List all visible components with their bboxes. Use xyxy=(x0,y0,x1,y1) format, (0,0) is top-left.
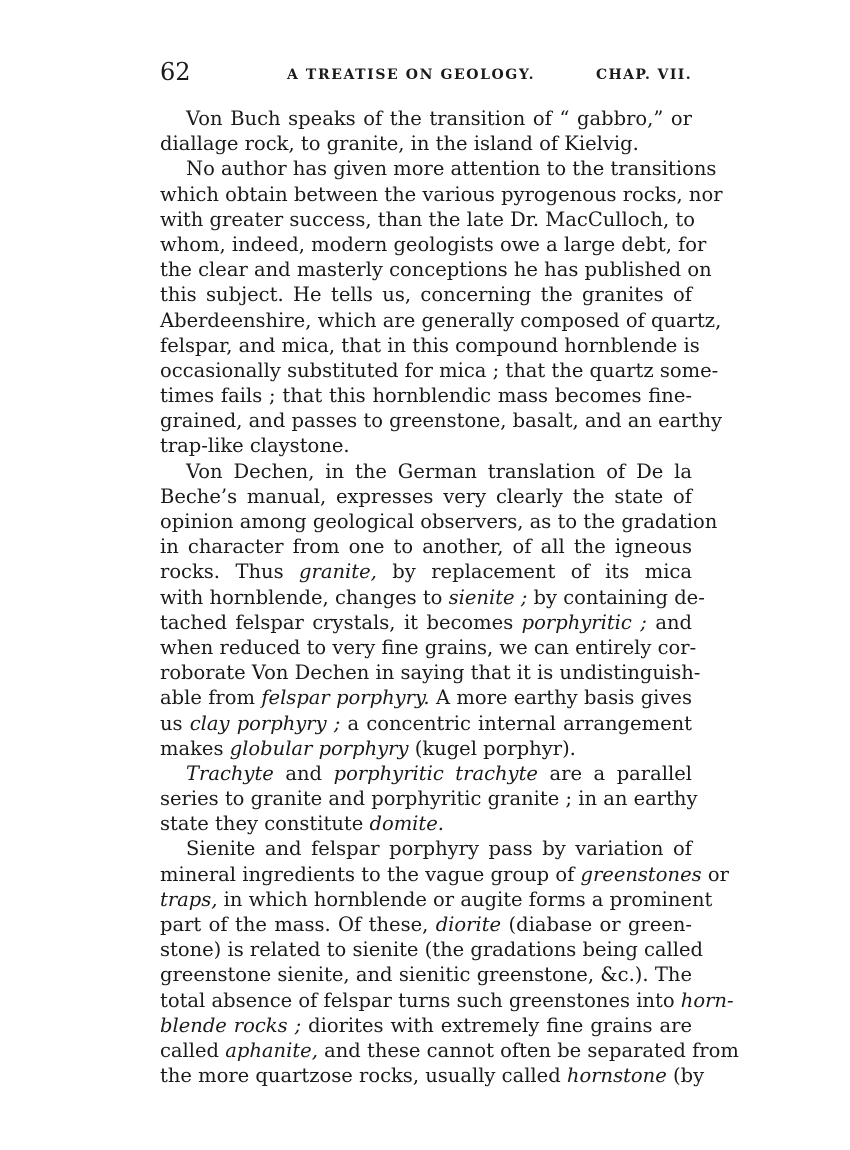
chapter-label: CHAP. VII. xyxy=(595,67,692,83)
body-text xyxy=(160,106,739,1088)
text-line xyxy=(160,736,692,761)
text-line xyxy=(160,534,692,559)
text-line xyxy=(160,509,718,534)
paragraph xyxy=(160,106,692,156)
text-line xyxy=(160,232,707,257)
text-run: by containing de- xyxy=(527,585,705,609)
text-run: able from xyxy=(160,686,262,710)
text-run: total absence of felspar turns such greenstones into xyxy=(160,988,681,1012)
italic-term: porphyritic trachyte xyxy=(333,761,538,785)
text-line xyxy=(160,207,695,232)
text-run: stone) is related to sienite (the gradations being called xyxy=(160,938,704,962)
text-run: opinion among geological observers, as to the gradation xyxy=(160,510,718,533)
text-run: and xyxy=(646,610,692,634)
text-run: the more quartzose rocks, usually called xyxy=(160,1064,567,1088)
text-run: trap-like claystone. xyxy=(160,434,350,458)
text-run: are a parallel xyxy=(537,761,692,785)
text-run: grained, and passes to greenstone, basalt, and an earthy xyxy=(160,409,723,433)
text-line xyxy=(160,156,717,181)
text-line xyxy=(160,610,692,635)
text-line xyxy=(160,433,692,458)
text-run: A more earthy basis gives xyxy=(429,686,692,710)
text-run: series to granite and porphyritic granite ; in an earthy xyxy=(160,787,698,811)
text-run: occasionally substituted for mica ; that the quartz some- xyxy=(160,358,719,382)
text-run: makes xyxy=(160,736,230,760)
text-run: Beche’s manual, expresses very clearly the state of xyxy=(160,484,692,508)
text-line xyxy=(160,282,692,307)
text-run: tached felspar crystals, it becomes xyxy=(160,610,522,634)
text-line xyxy=(160,1038,739,1063)
text-line xyxy=(160,358,719,383)
italic-term: aphanite, xyxy=(225,1038,318,1062)
text-run: times fails ; that this hornblendic mass becomes fine- xyxy=(160,384,692,408)
italic-term: Trachyte xyxy=(186,761,274,785)
italic-term: blende rocks ; xyxy=(160,1013,302,1037)
text-run: which obtain between the various pyrogenous rocks, nor xyxy=(160,182,723,206)
text-line xyxy=(160,912,692,937)
text-line xyxy=(160,862,729,887)
text-run: whom, indeed, modern geologists owe a large debt, for xyxy=(160,232,707,256)
text-run: Von Buch speaks of the transition of “ gabbro,” or xyxy=(186,107,692,130)
text-run: with hornblende, changes to xyxy=(160,585,449,609)
text-line xyxy=(160,988,734,1013)
paragraph xyxy=(160,459,718,761)
text-line xyxy=(160,685,692,710)
text-run: (by xyxy=(666,1064,705,1088)
text-line xyxy=(160,484,692,509)
text-line xyxy=(160,761,692,786)
italic-term: globular porphyry xyxy=(229,736,409,760)
page-header xyxy=(160,58,692,88)
text-run: mineral ingredients to the vague group of xyxy=(160,862,581,886)
text-run: Sienite and felspar porphyry pass by variation of xyxy=(186,837,692,861)
italic-term: hornstone xyxy=(566,1064,667,1088)
text-line xyxy=(160,585,705,610)
text-line xyxy=(160,383,692,408)
text-run: this subject. He tells us, concerning the granites of xyxy=(160,283,692,307)
text-line xyxy=(160,308,722,333)
text-line xyxy=(160,711,692,736)
text-line xyxy=(160,459,692,484)
text-line xyxy=(160,660,701,685)
text-line xyxy=(160,1063,705,1088)
text-run: the clear and masterly conceptions he has published on xyxy=(160,258,712,282)
text-line xyxy=(160,962,692,987)
paragraph xyxy=(160,156,723,458)
text-run: roborate Von Dechen in saying that it is undistinguish- xyxy=(160,661,701,685)
italic-term: greenstones xyxy=(580,862,702,886)
text-run: by replacement of its mica xyxy=(376,560,692,584)
paragraph xyxy=(160,836,739,1088)
text-run: No author has given more attention to the transitions xyxy=(186,157,717,181)
text-run: called xyxy=(160,1038,226,1062)
italic-term: domite. xyxy=(369,812,444,836)
text-run: Aberdeenshire, which are generally composed of quartz, xyxy=(160,308,722,332)
text-line xyxy=(160,887,713,912)
text-line xyxy=(160,182,723,207)
text-line xyxy=(160,937,704,962)
text-run: and these cannot often be separated from xyxy=(317,1038,739,1062)
italic-term: sienite ; xyxy=(448,585,528,609)
text-run: and xyxy=(273,761,334,785)
paragraph xyxy=(160,761,698,837)
italic-term: clay porphyry ; xyxy=(189,711,341,735)
text-run: (kugel porphyr). xyxy=(408,736,576,760)
text-run: us xyxy=(160,711,190,735)
text-run: rocks. Thus xyxy=(160,560,300,584)
text-line xyxy=(160,131,692,156)
text-line xyxy=(160,559,692,584)
text-run: in which hornblende or augite forms a prominent xyxy=(217,887,713,911)
text-run: diallage rock, to granite, in the island of Kielvig. xyxy=(160,132,639,156)
text-run: part of the mass. Of these, xyxy=(160,913,436,936)
text-line xyxy=(160,333,700,358)
text-line xyxy=(160,635,697,660)
text-run: when reduced to very fine grains, we can entirely cor- xyxy=(160,635,697,659)
running-title: A TREATISE ON GEOLOGY. xyxy=(287,67,536,83)
text-run: state they constitute xyxy=(160,812,370,836)
text-run: greenstone sienite, and sienitic greenstone, &c.). The xyxy=(160,963,692,987)
italic-term: traps, xyxy=(160,887,218,911)
text-line xyxy=(160,408,723,433)
text-line xyxy=(160,811,692,836)
text-line xyxy=(160,1013,692,1038)
text-run: with greater success, than the late Dr. MacCulloch, to xyxy=(160,207,695,231)
italic-term: diorite xyxy=(435,913,502,936)
italic-term: granite, xyxy=(299,560,377,584)
text-run: (diabase or green- xyxy=(501,913,692,936)
text-run: Von Dechen, in the German translation of De la xyxy=(186,459,692,483)
text-run: or xyxy=(701,862,729,886)
text-line xyxy=(160,836,692,861)
text-line xyxy=(160,257,712,282)
text-line xyxy=(160,786,698,811)
text-line xyxy=(160,106,692,131)
italic-term: felspar porphyry. xyxy=(261,686,430,710)
italic-term: horn- xyxy=(680,988,734,1012)
text-run: felspar, and mica, that in this compound hornblende is xyxy=(160,333,700,357)
text-run: a concentric internal arrangement xyxy=(340,711,693,735)
text-run: in character from one to another, of all the igneous xyxy=(160,535,692,559)
page-number: 62 xyxy=(160,58,191,86)
text-run: diorites with extremely fine grains are xyxy=(301,1013,692,1037)
italic-term: porphyritic ; xyxy=(521,610,647,634)
